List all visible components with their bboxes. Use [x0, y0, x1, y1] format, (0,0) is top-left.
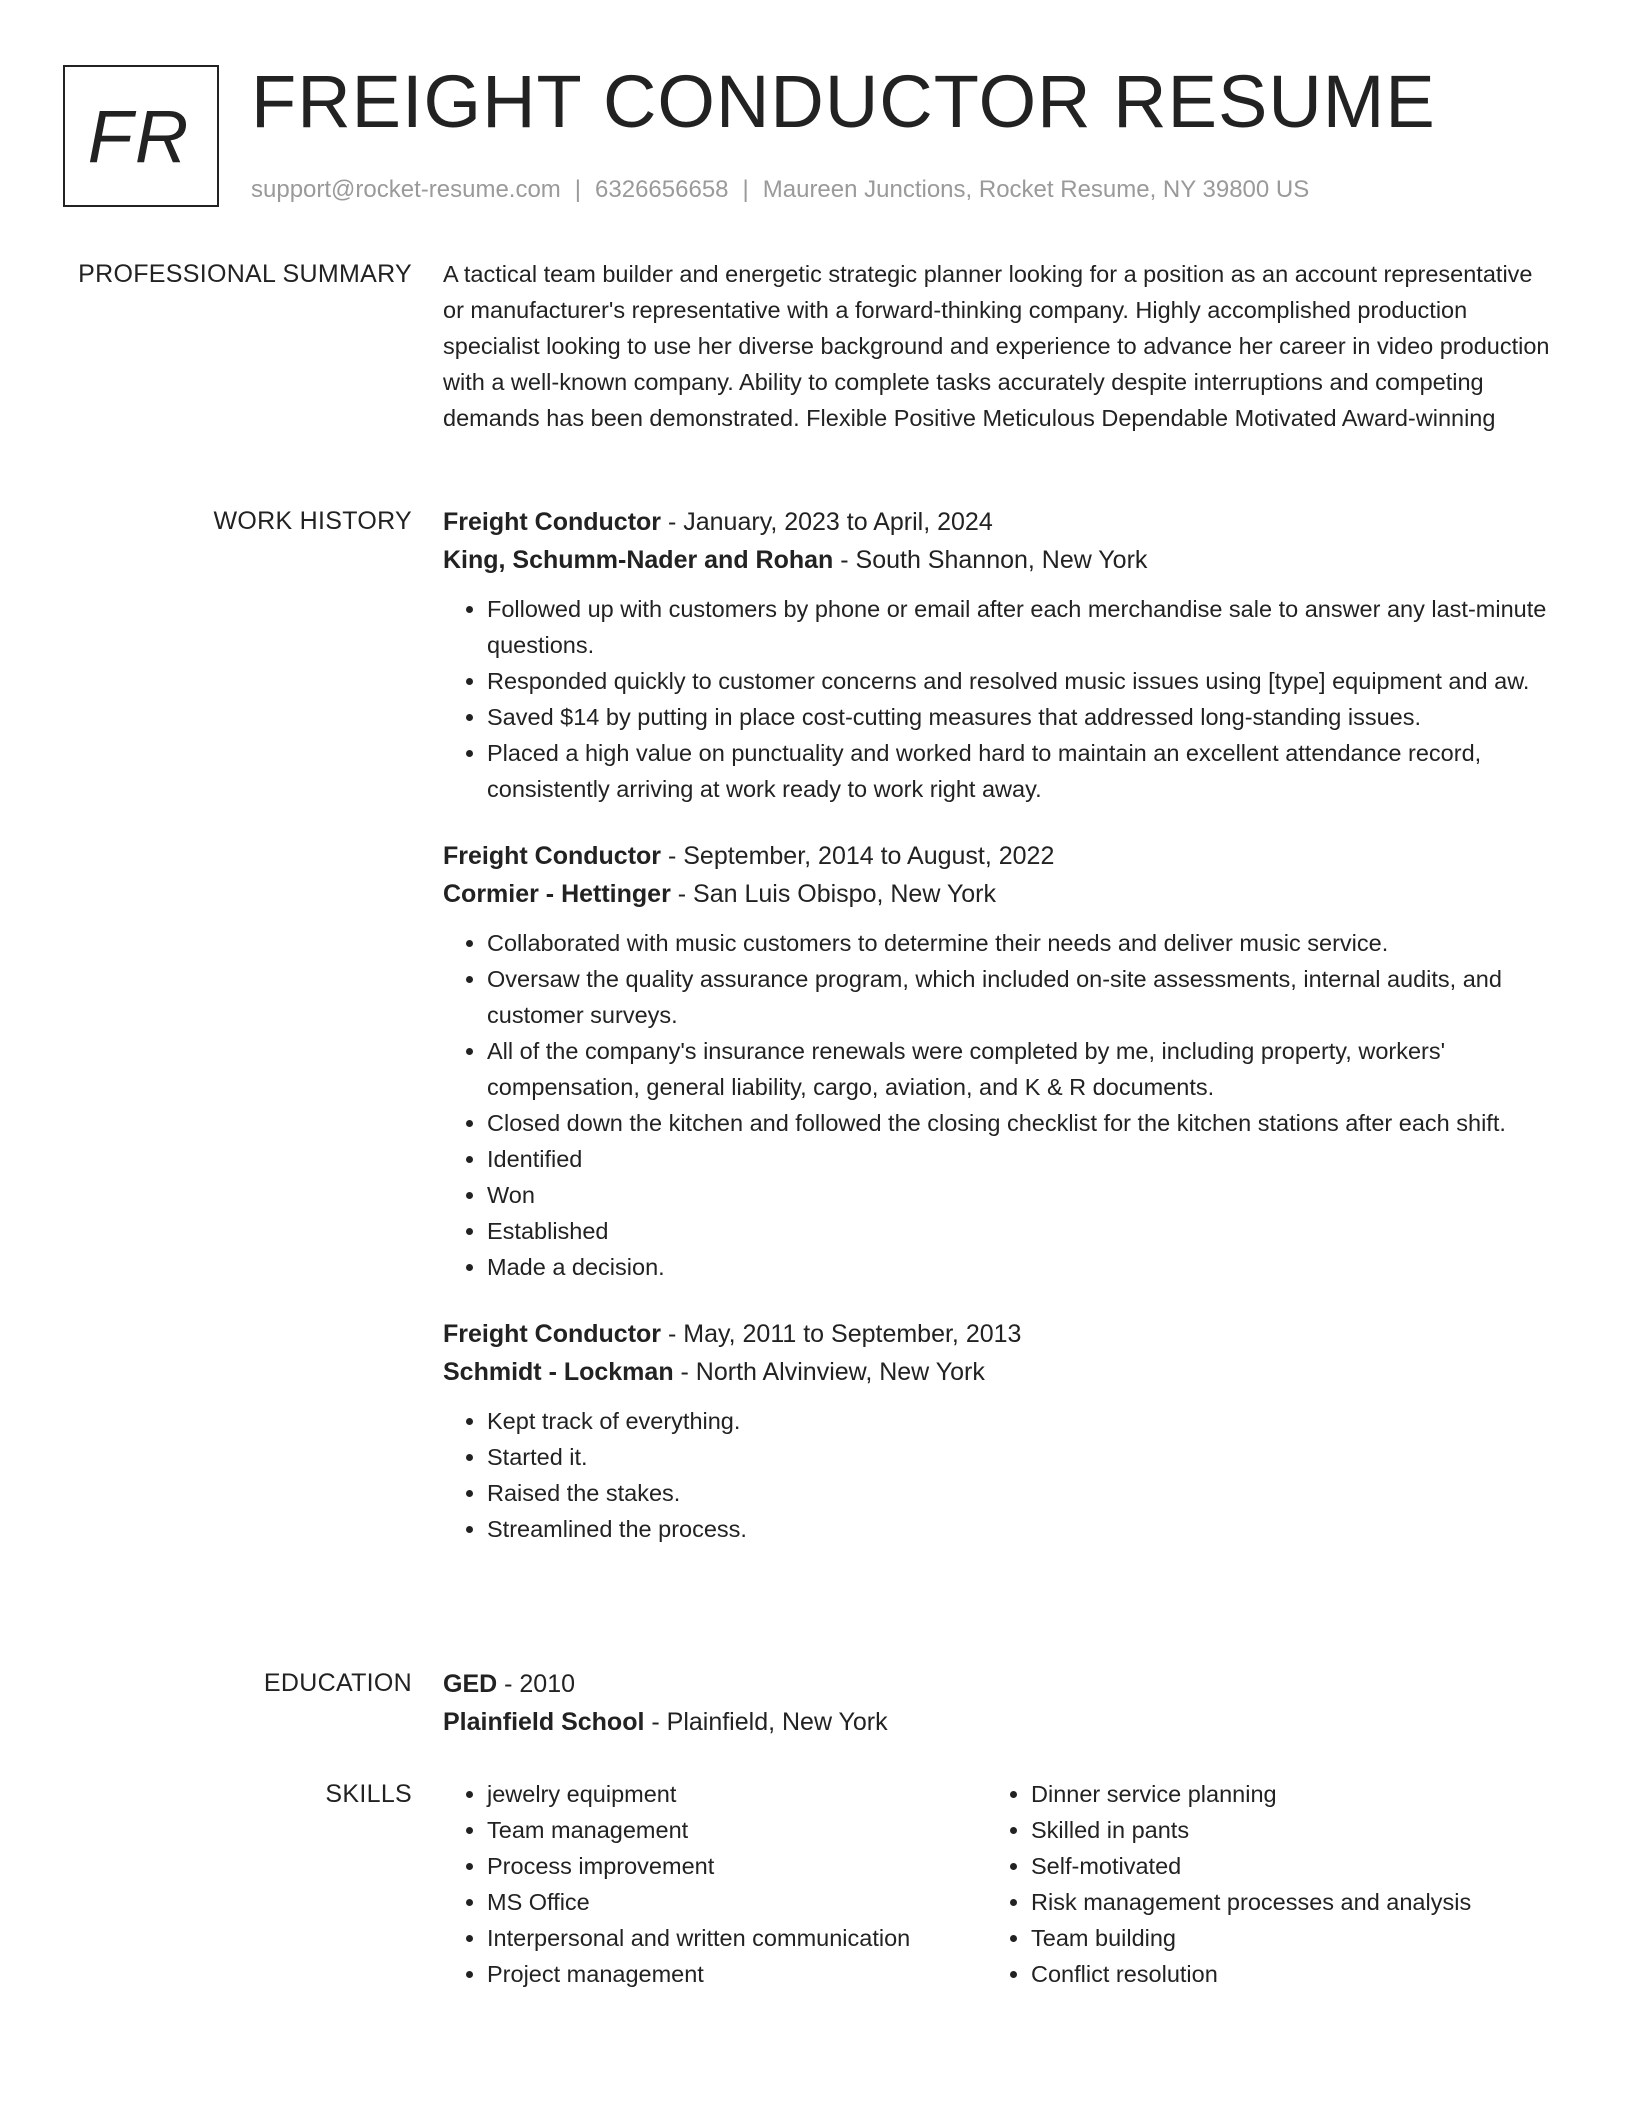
skill-item: • Skilled in pants — [1031, 1812, 1551, 1848]
summary-text: A tactical team builder and energetic strategic planner looking for a position as an account representative or manufacturer's representative with a forward-thinking company. Highly accomplished production specialist looking to use her diverse background and experience to advance her career in video production with a well-known company. Ability to complete tasks accurately despite interruptions and competing demands has been demonstrated. Flexible Positive Meticulous Dependable Motivated Award-winning — [443, 261, 1550, 431]
skills-body — [443, 1776, 1555, 1992]
skill-item: • jewelry equipment — [487, 1776, 987, 1812]
skill-item: • Process improvement — [487, 1848, 987, 1884]
education-degree-line — [443, 1665, 1555, 1703]
contact-email[interactable]: support@rocket-resume.com — [251, 176, 561, 203]
skill-item: • Dinner service planning — [1031, 1776, 1551, 1812]
education-school-line — [443, 1703, 1555, 1741]
contact-address: Maureen Junctions, Rocket Resume, NY 39800 US — [762, 176, 1310, 203]
contact-separator: | — [574, 176, 582, 203]
job-title-line — [443, 1315, 1555, 1353]
work-history-body — [443, 503, 1555, 1547]
skill-item: • Interpersonal and written communication — [487, 1920, 987, 1956]
skill-item: • Risk management processes and analysis — [1031, 1884, 1551, 1920]
education-year: - 2010 — [497, 1670, 576, 1698]
initials-monogram — [63, 65, 219, 207]
job-company-line — [443, 875, 1555, 913]
job-company: Schmidt - Lockman — [443, 1358, 674, 1386]
job-location: - San Luis Obispo, New York — [670, 880, 996, 908]
skill-item: • Project management — [487, 1956, 987, 1992]
job-company: Cormier - Hettinger — [443, 880, 671, 908]
job-bullet: • Responded quickly to customer concerns and resolved music issues using [type] equipment and aw. — [487, 663, 1555, 699]
job-bullet: • Established — [487, 1213, 1555, 1249]
summary-body — [443, 256, 1555, 436]
skill-item: • MS Office — [487, 1884, 987, 1920]
contact-separator: | — [742, 176, 749, 203]
section-label-education: EDUCATION — [263, 1669, 412, 1697]
section-label-summary: PROFESSIONAL SUMMARY — [78, 260, 412, 288]
job-bullet: • Streamlined the process. — [487, 1511, 1555, 1547]
job-bullets — [443, 1403, 1555, 1547]
skills-list-left — [443, 1776, 987, 1992]
job-company: King, Schumm-Nader and Rohan — [443, 546, 834, 574]
skill-item: • Conflict resolution — [1031, 1956, 1551, 1992]
job-bullets — [443, 925, 1555, 1285]
job-bullet: • Followed up with customers by phone or email after each merchandise sale to answer any last-minute questions. — [487, 591, 1555, 663]
contact-phone[interactable]: 6326656658 — [595, 176, 729, 203]
job-bullet: • Saved $14 by putting in place cost-cutting measures that addressed long-standing issues. — [487, 699, 1555, 735]
skills-columns — [443, 1776, 1555, 1992]
skill-item: • Team management — [487, 1812, 987, 1848]
job-dates: - January, 2023 to April, 2024 — [661, 508, 993, 536]
section-label-work-history: WORK HISTORY — [213, 507, 412, 535]
job-bullet: • Won — [487, 1177, 1555, 1213]
job-bullet: • Kept track of everything. — [487, 1403, 1555, 1439]
job-bullet: • Started it. — [487, 1439, 1555, 1475]
job-entry — [443, 837, 1555, 1285]
job-title: Freight Conductor — [443, 1320, 662, 1348]
education-school: Plainfield School — [443, 1708, 645, 1736]
job-title-line — [443, 503, 1555, 541]
initials-text: FR — [87, 94, 191, 178]
job-company-line — [443, 1353, 1555, 1391]
job-bullets — [443, 591, 1555, 807]
job-entry — [443, 1315, 1555, 1547]
job-entry — [443, 503, 1555, 807]
job-bullet: • Collaborated with music customers to determine their needs and deliver music service. — [487, 925, 1555, 961]
skill-item: • Self-motivated — [1031, 1848, 1551, 1884]
job-title: Freight Conductor — [443, 508, 662, 536]
job-bullet: • Closed down the kitchen and followed the closing checklist for the kitchen stations after each shift. — [487, 1105, 1555, 1141]
job-bullet: • Raised the stakes. — [487, 1475, 1555, 1511]
job-bullet: • Placed a high value on punctuality and worked hard to maintain an excellent attendance record, consistently arriving at work ready to work right away. — [487, 735, 1555, 807]
job-location: - North Alvinview, New York — [673, 1358, 985, 1386]
education-degree: GED — [443, 1670, 498, 1698]
education-location: - Plainfield, New York — [644, 1708, 888, 1736]
resume-title: FREIGHT CONDUCTOR RESUME — [251, 60, 1436, 143]
section-label-skills: SKILLS — [325, 1780, 412, 1808]
job-bullet: • All of the company's insurance renewals were completed by me, including property, workers' compensation, general liability, cargo, aviation, and K & R documents. — [487, 1033, 1555, 1105]
education-body — [443, 1665, 1555, 1741]
job-dates: - May, 2011 to September, 2013 — [661, 1320, 1022, 1348]
contact-line — [251, 174, 1309, 206]
job-bullet: • Oversaw the quality assurance program, which included on-site assessments, internal audits, and customer surveys. — [487, 961, 1555, 1033]
skill-item: • Team building — [1031, 1920, 1551, 1956]
skills-list-right — [987, 1776, 1551, 1992]
job-dates: - September, 2014 to August, 2022 — [661, 842, 1055, 870]
job-title: Freight Conductor — [443, 842, 662, 870]
job-location: - South Shannon, New York — [833, 546, 1148, 574]
job-bullet: • Identified — [487, 1141, 1555, 1177]
job-bullet: • Made a decision. — [487, 1249, 1555, 1285]
job-company-line — [443, 541, 1555, 579]
job-title-line — [443, 837, 1555, 875]
